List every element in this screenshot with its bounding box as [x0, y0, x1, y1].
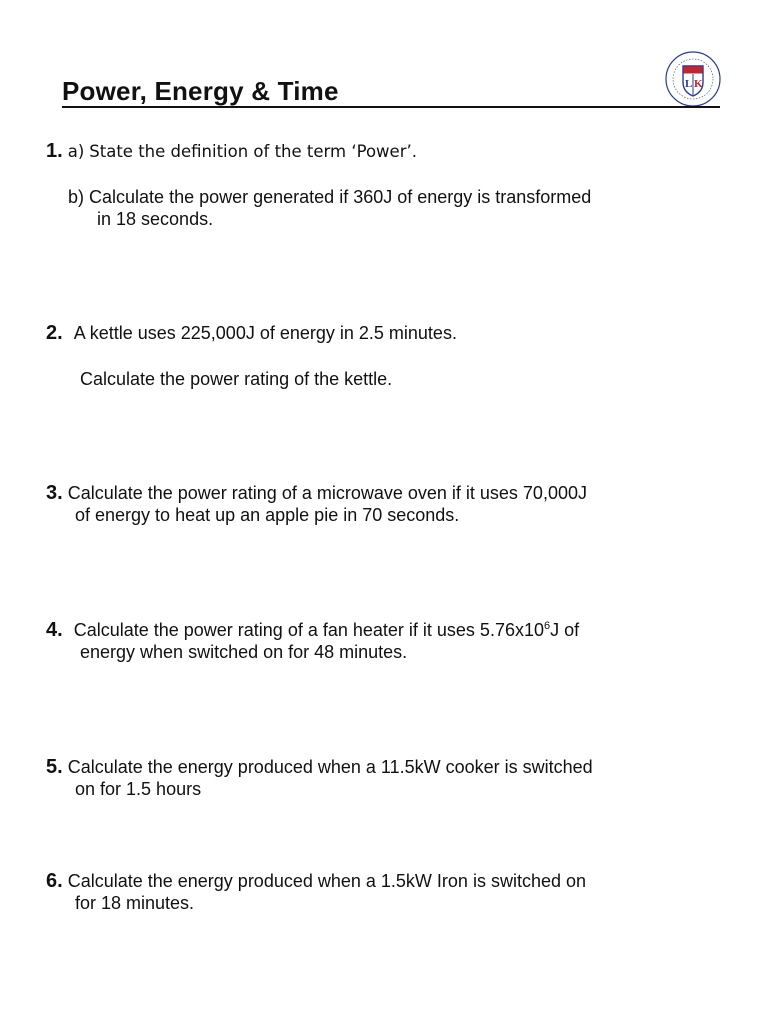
question-4	[46, 619, 579, 663]
question-1a-label: a)	[67, 142, 85, 161]
question-1	[46, 140, 417, 163]
question-5	[46, 756, 593, 800]
question-1b-line-1: Calculate the power generated if 360J of energy is transformed	[89, 187, 592, 207]
question-4-line-1-post: J of	[550, 620, 580, 640]
question-number: 5.	[46, 756, 63, 778]
question-number: 4.	[46, 619, 63, 641]
question-number: 2.	[46, 322, 63, 344]
question-6-line-2: for 18 minutes.	[75, 893, 195, 913]
question-4-line-2: energy when switched on for 48 minutes.	[80, 642, 408, 662]
question-1b	[68, 186, 591, 230]
question-5-line-1: Calculate the energy produced when a 11.5kW cooker is switched	[67, 757, 593, 777]
title-underline	[62, 76, 720, 108]
question-2	[46, 322, 457, 344]
question-number: 3.	[46, 482, 63, 504]
question-5-line-2: on for 1.5 hours	[75, 779, 202, 799]
question-6	[46, 870, 586, 914]
question-number: 6.	[46, 870, 63, 892]
crest-letter-k: K	[694, 78, 703, 90]
question-2-line-2: Calculate the power rating of the kettle.	[80, 369, 393, 389]
question-3	[46, 482, 587, 526]
question-1b-line-2: in 18 seconds.	[97, 209, 214, 229]
question-3-line-2: of energy to heat up an apple pie in 70 seconds.	[75, 505, 460, 525]
question-4-line-1-pre: Calculate the power rating of a fan heater if it uses 5.76x10	[73, 620, 544, 640]
page-title: Power, Energy & Time	[62, 76, 339, 106]
question-6-line-1: Calculate the energy produced when a 1.5kW Iron is switched on	[67, 871, 586, 891]
question-1a-text: State the definition of the term ‘Power’.	[89, 142, 417, 161]
crest-letter-l: L	[685, 78, 693, 90]
question-3-line-1: Calculate the power rating of a microwave oven if it uses 70,000J	[67, 483, 587, 503]
question-1b-label: b)	[68, 187, 85, 207]
question-2-line-1: A kettle uses 225,000J of energy in 2.5 minutes.	[73, 323, 457, 343]
question-4-exponent: 6	[544, 620, 551, 632]
question-number: 1.	[46, 140, 63, 162]
